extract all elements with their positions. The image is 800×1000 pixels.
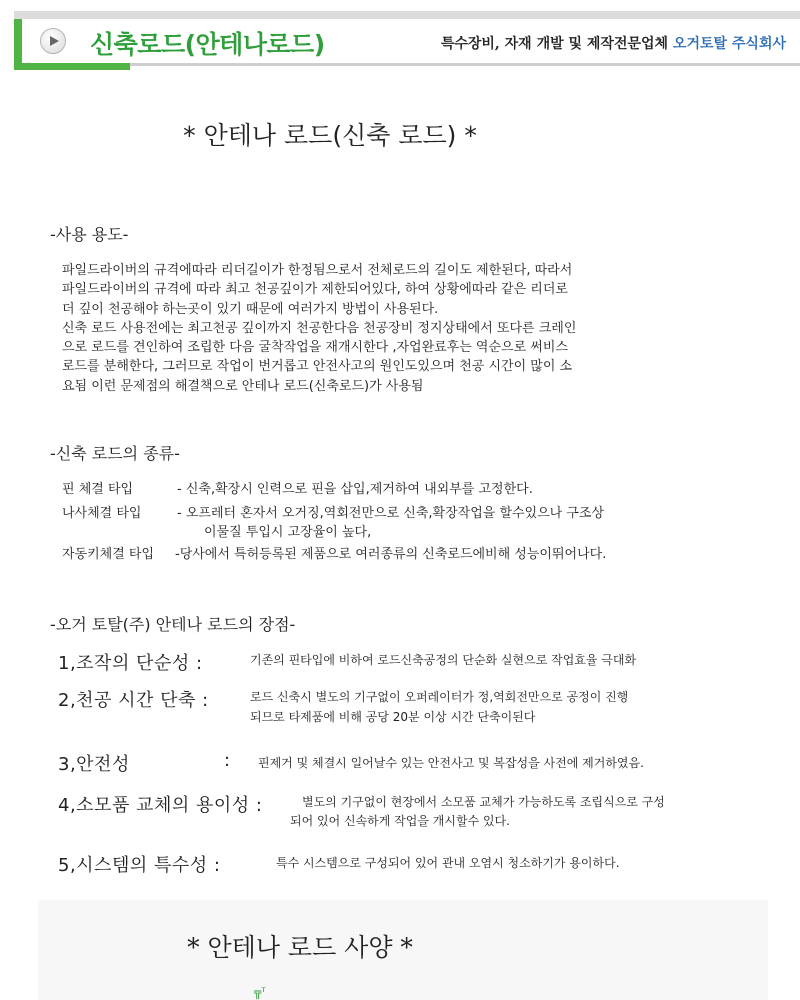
usage-line: 신축 로드 사용전에는 최고천공 깊이까지 천공한다음 천공장비 정지상태에서 또다른 크레인 xyxy=(62,320,577,336)
type-desc-cont: 이물질 투입시 고장율이 높다, xyxy=(204,525,372,540)
advantage-name: 1,조작의 단순성 : xyxy=(58,653,203,674)
advantage-desc-cont: 되어 있어 신속하게 작업을 개시할수 있다. xyxy=(290,814,510,828)
main-title: * 안테나 로드(신축 로드) * xyxy=(183,121,477,150)
company-name: 오거토탈 주식회사 xyxy=(672,36,786,52)
advantage-desc: 핀제거 및 체결시 일어날수 있는 안전사고 및 복잡성을 사전에 제거하였음. xyxy=(258,756,644,770)
company-description xyxy=(441,33,786,53)
advantage-desc: 로드 신축시 별도의 기구없이 오퍼레이터가 정,역회전만으로 공정이 진행 xyxy=(250,690,629,704)
advantage-name: 3,안전성 xyxy=(58,754,130,775)
advantage-desc: 별도의 기구없이 현장에서 소모품 교체가 가능하도록 조립식으로 구성 xyxy=(302,795,665,809)
type-desc: - 신축,확장시 인력으로 핀을 삽입,제거하여 내외부를 고정한다. xyxy=(177,482,533,497)
usage-line: 파일드라이버의 규격에 따라 최고 천공깊이가 제한되어있다, 하여 상황에따라 같은 리더로 xyxy=(62,282,568,298)
advantage-name: 2,천공 시간 단축 : xyxy=(58,690,209,711)
page-brand-title: 신축로드(안테나로드) xyxy=(90,30,325,59)
header-underline xyxy=(130,63,800,66)
header-top-bar xyxy=(14,11,800,19)
type-desc: - 오프레터 혼자서 오거징,역회전만으로 신축,확장작업을 할수있으나 구조상 xyxy=(177,506,605,521)
company-tagline: 특수장비, 자재 개발 및 제작전문업체 xyxy=(440,36,673,52)
text-cursor-icon: ╦ᵀ xyxy=(254,985,266,999)
play-circle-icon[interactable] xyxy=(40,28,66,54)
advantages-heading: -오거 토탈(주) 안테나 로드의 장점- xyxy=(50,615,296,634)
usage-line: 더 깊이 천공해야 하는곳이 있기 때문에 여러가지 방법이 사용된다. xyxy=(62,301,439,317)
usage-line: 로드를 분해한다, 그러므로 작업이 번거롭고 안전사고의 원인도있으며 천공 시간이 많이 소 xyxy=(62,359,573,375)
advantage-desc: 기존의 핀타입에 비하여 로드신축공정의 단순화 실현으로 작업효율 극대화 xyxy=(250,653,637,667)
spec-title: * 안테나 로드 사양 * xyxy=(187,933,413,962)
types-heading: -신축 로드의 종류- xyxy=(50,444,180,463)
advantage-desc-cont: 되므로 타제품에 비해 공당 20분 이상 시간 단축이된다 xyxy=(250,710,536,724)
usage-line: 요됨 이런 문제점의 해결책으로 안테나 로드(신축로드)가 사용됨 xyxy=(62,378,424,394)
type-name: 자동키체결 타입 xyxy=(62,547,155,562)
usage-line: 파일드라이버의 규격에따라 리더길이가 한정됨으로서 전체로드의 길이도 제한된다, 따라서 xyxy=(62,263,573,278)
type-name: 나사체결 타입 xyxy=(62,506,142,521)
usage-line: 으로 로드를 견인하여 조립한 다음 굴착작업을 재개시한다 ,자업완료후는 역순으로 써비스 xyxy=(62,340,568,356)
advantage-colon: : xyxy=(224,750,231,771)
advantage-name: 5,시스템의 특수성 : xyxy=(58,855,221,876)
type-desc: -당사에서 특허등록된 제품으로 여러종류의 신축로드에비해 성능이뛰어나다. xyxy=(175,547,607,562)
advantage-desc: 특수 시스템으로 구성되어 있어 관내 오염시 청소하기가 용이하다. xyxy=(276,856,620,870)
usage-paragraph xyxy=(62,261,742,396)
advantage-name: 4,소모품 교체의 용이성 : xyxy=(58,795,263,816)
usage-heading: -사용 용도- xyxy=(50,225,129,244)
type-name: 핀 체결 타입 xyxy=(62,482,134,497)
